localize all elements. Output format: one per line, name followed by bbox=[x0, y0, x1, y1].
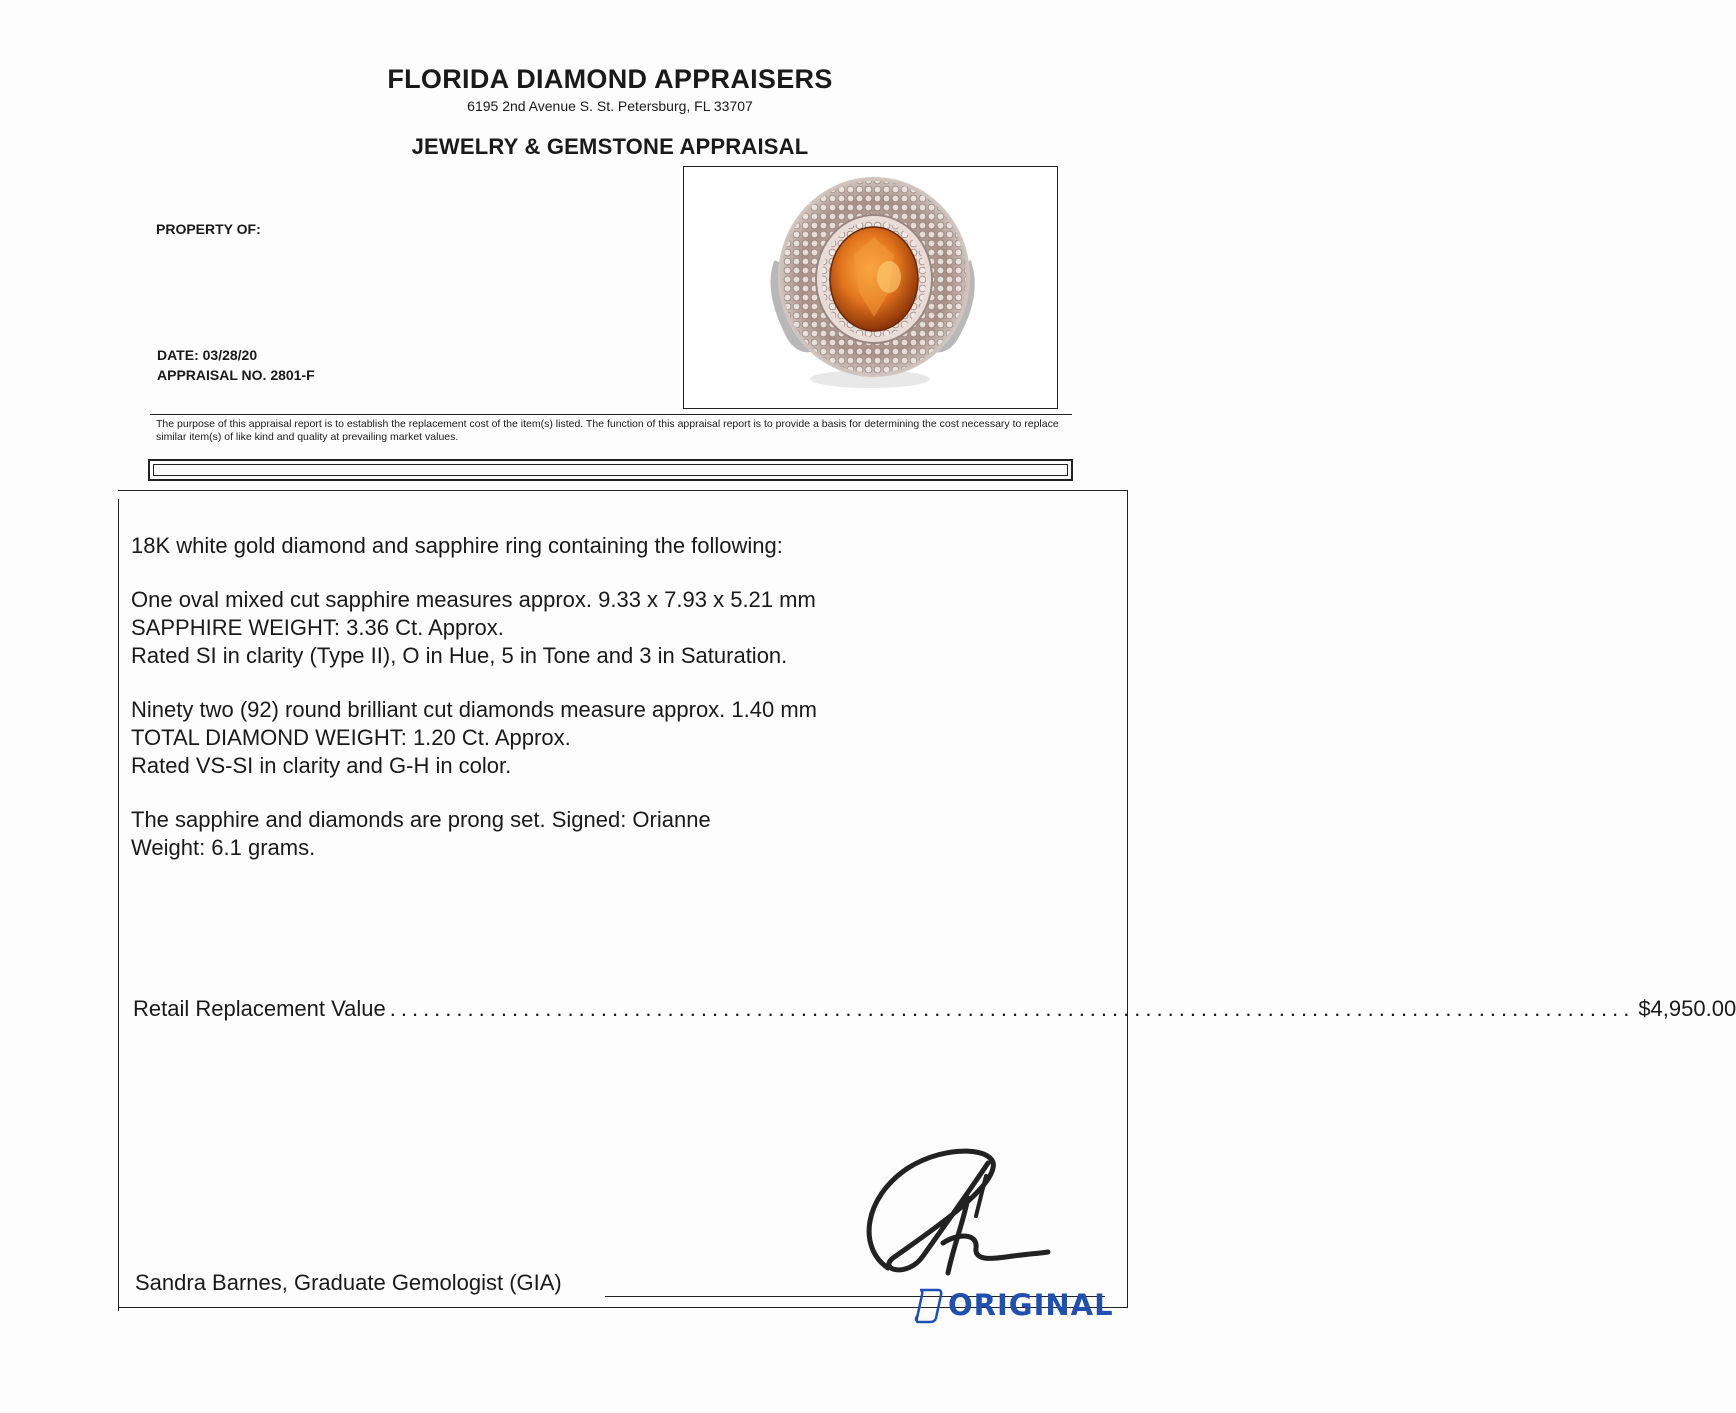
company-address: 6195 2nd Avenue S. St. Petersburg, FL 33707 bbox=[467, 98, 753, 114]
replacement-value-row bbox=[133, 996, 1736, 1022]
date-label: DATE: bbox=[157, 347, 199, 363]
description-intro: 18K white gold diamond and sapphire ring containing the following: bbox=[131, 533, 783, 558]
diamond-line-1: Ninety two (92) round brilliant cut diamonds measure approx. 1.40 mm bbox=[131, 697, 817, 722]
replacement-value-amount: $4,950.00 bbox=[1638, 996, 1736, 1021]
stamp-scroll-icon bbox=[914, 1286, 946, 1324]
appraisal-number-label: APPRAISAL NO. bbox=[157, 367, 267, 383]
appraisal-number-field bbox=[157, 367, 315, 383]
sapphire-line-2: SAPPHIRE WEIGHT: 3.36 Ct. Approx. bbox=[131, 615, 504, 640]
appraiser-name: Sandra Barnes, Graduate Gemologist (GIA) bbox=[135, 1270, 562, 1295]
property-of-label: PROPERTY OF: bbox=[156, 221, 261, 237]
divider-line bbox=[150, 414, 1072, 415]
diamond-line-2: TOTAL DIAMOND WEIGHT: 1.20 Ct. Approx. bbox=[131, 725, 571, 750]
stamp-text: ORIGINAL bbox=[948, 1288, 1114, 1322]
setting-line-1: The sapphire and diamonds are prong set. Signed: Orianne bbox=[131, 807, 711, 832]
item-description bbox=[131, 532, 1091, 862]
handwritten-signature bbox=[848, 1138, 1058, 1288]
double-rule-bar bbox=[148, 459, 1073, 481]
description-box-left-border bbox=[118, 499, 119, 1311]
leader-dots: ................................................................................................................ bbox=[389, 996, 1635, 1021]
sapphire-line-1: One oval mixed cut sapphire measures approx. 9.33 x 7.93 x 5.21 mm bbox=[131, 587, 816, 612]
ring-illustration bbox=[684, 167, 1057, 408]
company-name: FLORIDA DIAMOND APPRAISERS bbox=[387, 64, 833, 94]
document-title: JEWELRY & GEMSTONE APPRAISAL bbox=[411, 134, 809, 159]
sapphire-line-3: Rated SI in clarity (Type II), O in Hue, 5 in Tone and 3 in Saturation. bbox=[131, 643, 788, 668]
purpose-statement: The purpose of this appraisal report is to establish the replacement cost of the item(s) listed. The function of this appraisal report is to provide a basis for determining the cost necessary to replace similar item(s) of like kind and quality at prevailing market values. bbox=[156, 418, 1059, 443]
date-field bbox=[157, 347, 257, 363]
replacement-value-label: Retail Replacement Value bbox=[133, 996, 386, 1021]
appraisal-number-value: 2801-F bbox=[270, 367, 315, 383]
ring-photo bbox=[683, 166, 1058, 409]
original-stamp bbox=[914, 1286, 1114, 1324]
setting-line-2: Weight: 6.1 grams. bbox=[131, 835, 316, 860]
diamond-line-3: Rated VS-SI in clarity and G-H in color. bbox=[131, 753, 512, 778]
date-value: 03/28/20 bbox=[202, 347, 258, 363]
